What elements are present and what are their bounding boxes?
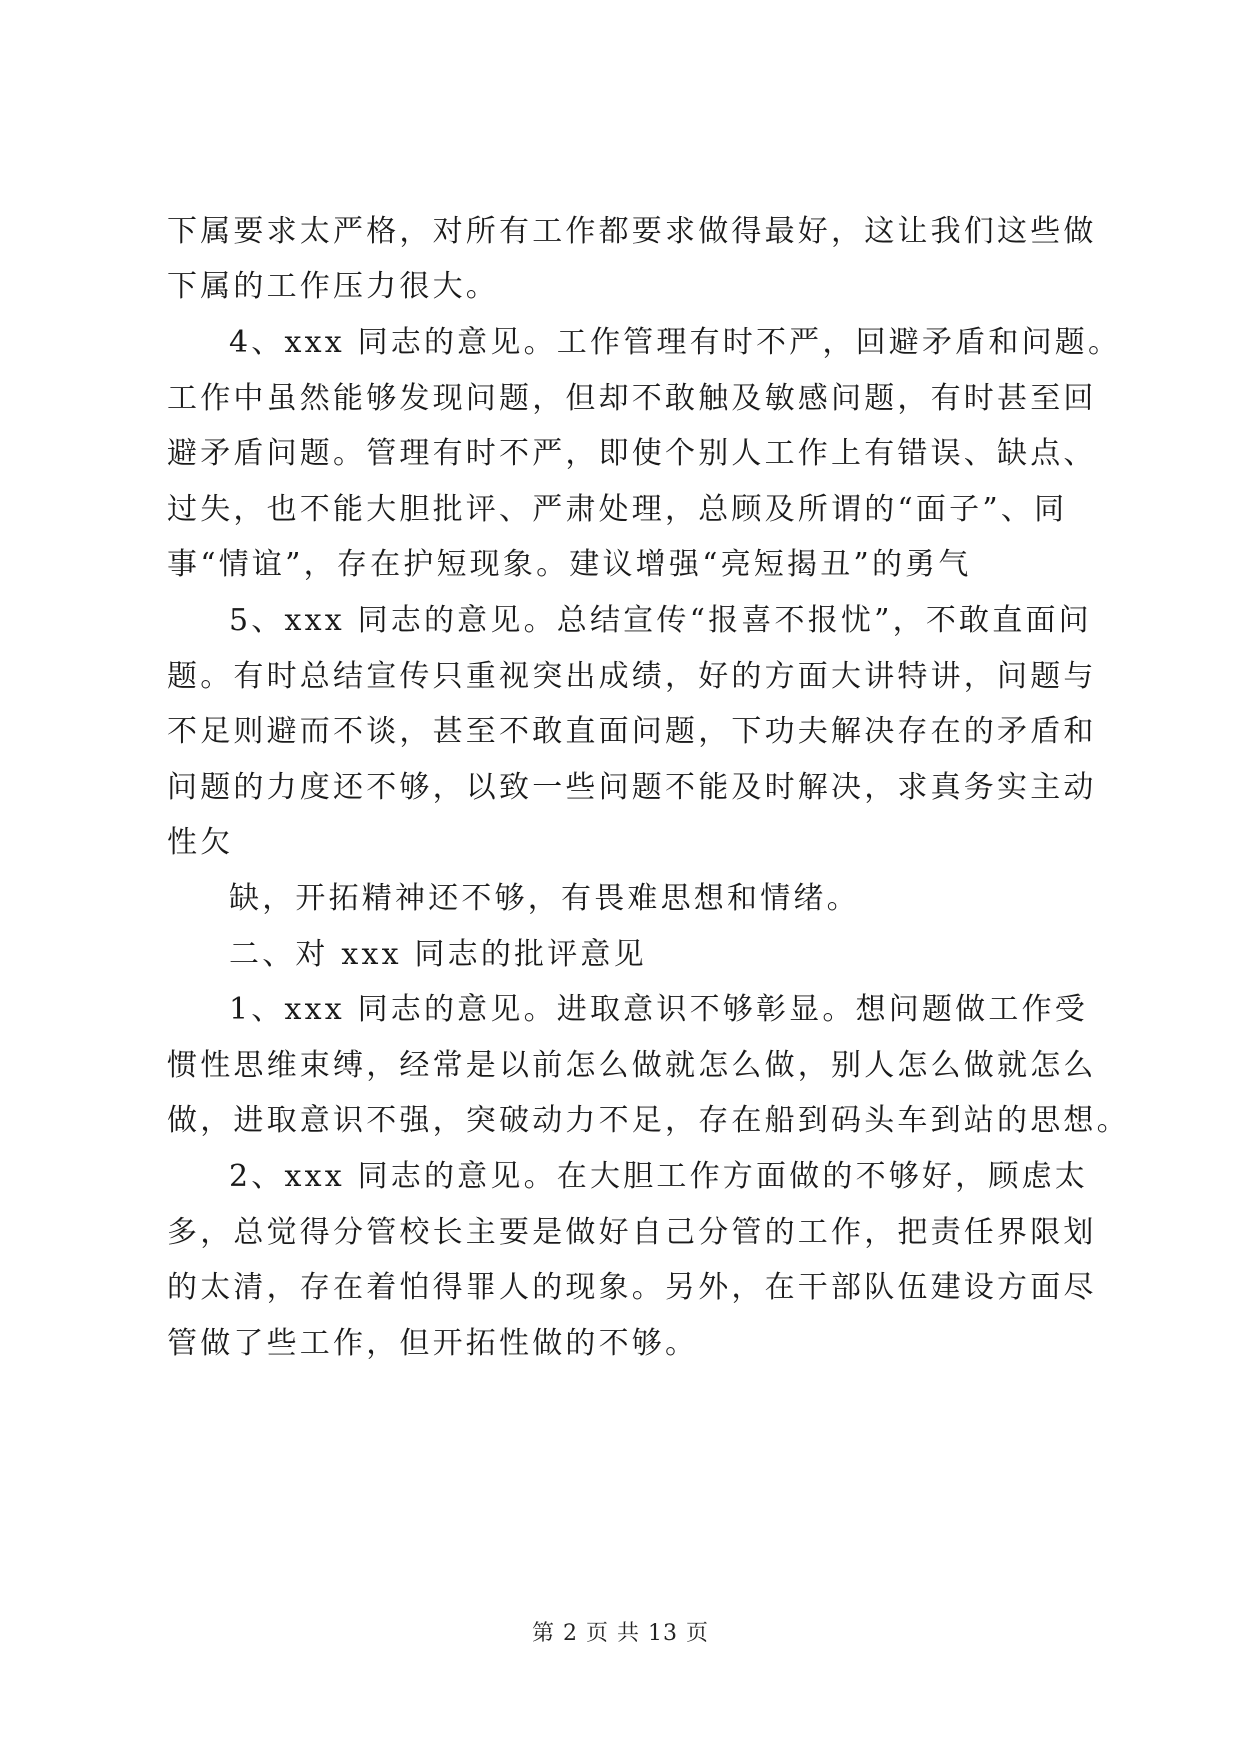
body-line-9: 题。有时总结宣传只重视突出成绩，好的方面大讲特讲，问题与: [167, 659, 1097, 694]
body-line-16: 惯性思维束缚，经常是以前怎么做就怎么做，别人怎么做就怎么: [167, 1048, 1097, 1083]
body-line-6: 过失，也不能大胆批评、严肃处理，总顾及所谓的“面子”、同: [167, 492, 1068, 527]
paragraph-4-start: 4、xxx 同志的意见。工作管理有时不严，回避矛盾和问题。: [229, 325, 1122, 360]
body-line-7: 事“情谊”，存在护短现象。建议增强“亮短揭丑”的勇气: [167, 547, 972, 582]
paragraph-1-start: 1、xxx 同志的意见。进取意识不够彰显。想问题做工作受: [229, 992, 1088, 1027]
body-line-21: 管做了些工作，但开拓性做的不够。: [167, 1326, 699, 1361]
body-line-17: 做，进取意识不强，突破动力不足，存在船到码头车到站的思想。: [167, 1103, 1130, 1138]
body-line-11: 问题的力度还不够，以致一些问题不能及时解决，求真务实主动: [167, 770, 1097, 805]
body-line-12: 性欠: [167, 825, 234, 860]
body-line-13: 缺，开拓精神还不够，有畏难思想和情绪。: [229, 881, 860, 916]
body-line-4: 工作中虽然能够发现问题，但却不敢触及敏感问题，有时甚至回: [167, 381, 1097, 416]
body-line-1: 下属要求太严格，对所有工作都要求做得最好，这让我们这些做: [167, 214, 1097, 249]
paragraph-2-start: 2、xxx 同志的意见。在大胆工作方面做的不够好，顾虑太: [229, 1159, 1088, 1194]
body-line-19: 多，总觉得分管校长主要是做好自己分管的工作，把责任界限划: [167, 1215, 1097, 1250]
body-line-10: 不足则避而不谈，甚至不敢直面问题，下功夫解决存在的矛盾和: [167, 714, 1097, 749]
page-number-footer: 第 2 页 共 13 页: [532, 1621, 709, 1646]
body-line-5: 避矛盾问题。管理有时不严，即使个别人工作上有错误、缺点、: [167, 436, 1097, 471]
body-line-20: 的太清，存在着怕得罪人的现象。另外，在干部队伍建设方面尽: [167, 1270, 1097, 1305]
paragraph-5-start: 5、xxx 同志的意见。总结宣传“报喜不报忧”，不敢直面问: [229, 603, 1092, 638]
body-line-2: 下属的工作压力很大。: [167, 269, 499, 304]
section-heading: 二、对 xxx 同志的批评意见: [229, 937, 647, 972]
